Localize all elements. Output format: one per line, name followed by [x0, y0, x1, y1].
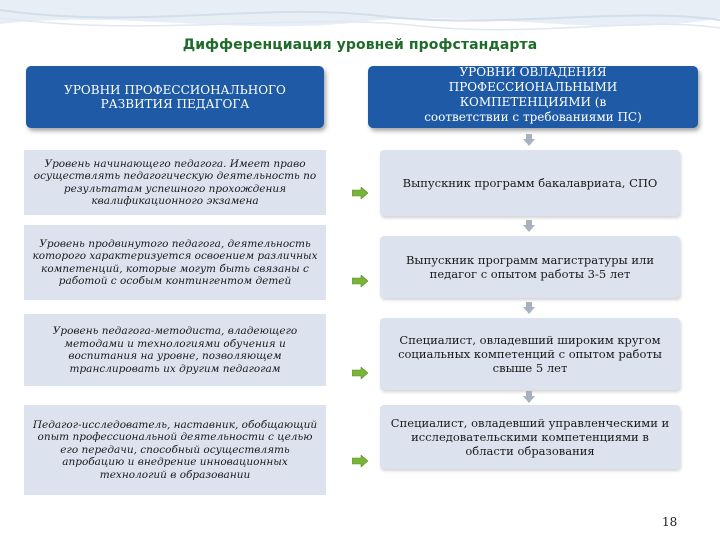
header-left-label: УРОВНИ ПРОФЕССИОНАЛЬНОГО РАЗВИТИЯ ПЕДАГОГА [64, 83, 286, 111]
level-box-researcher [24, 405, 326, 495]
level-text: Уровень начинающего педагога. Имеет право осуществлять педагогическую деятельность по результатам успешного прохождения квалификационного экзамена [33, 157, 317, 207]
level-box-advanced [24, 225, 326, 300]
result-text: Выпускник программ бакалавриата, СПО [402, 176, 658, 190]
level-box-methodist [24, 314, 326, 386]
result-box-bachelor [380, 150, 680, 216]
green-right-arrow-icon [352, 187, 368, 199]
result-text: Выпускник программ магистратуры или педагог с опытом работы 3-5 лет [405, 253, 655, 281]
level-text: Педагог-исследователь, наставник, обобщающий опыт профессиональной деятельности с целью его передачи, способный осуществлять апробацию и внедрение инновационных технологий в образовании [32, 418, 318, 481]
gray-down-arrow-icon [523, 134, 535, 146]
gray-down-arrow-icon [523, 391, 535, 403]
header-competence-mastery-levels [368, 66, 698, 128]
page-title: Дифференциация уровней профстандарта [182, 37, 538, 53]
page-number: 18 [662, 515, 678, 529]
level-text: Уровень продвинутого педагога, деятельность которого характеризуется освоением различных компетенций, которые могут быть связаны с работой с особым контингентом детей [32, 237, 318, 287]
decorative-wave-background [0, 0, 720, 70]
green-right-arrow-icon [352, 367, 368, 379]
header-right-label: УРОВНИ ОВЛАДЕНИЯ ПРОФЕССИОНАЛЬНЫМИ КОМПЕТЕНЦИЯМИ (в соответствии с требованиями ПС) [424, 66, 642, 124]
level-box-beginner [24, 150, 326, 215]
gray-down-arrow-icon [523, 302, 535, 314]
gray-down-arrow-icon [523, 220, 535, 232]
result-box-social-competences [380, 318, 680, 390]
header-professional-development-levels [26, 66, 324, 128]
green-right-arrow-icon [352, 455, 368, 467]
result-text: Специалист, овладевший управленческими и исследовательскими компетенциями в области образования [390, 416, 670, 458]
result-box-management-research [380, 405, 680, 469]
result-text: Специалист, овладевший широким кругом социальных компетенций с опытом работы свыше 5 лет [398, 333, 662, 375]
result-box-master [380, 236, 680, 298]
level-text: Уровень педагога-методиста, владеющего методами и технологиями обучения и воспитания на уровне, позволяющем транслировать их другим педагогам [52, 325, 298, 375]
green-right-arrow-icon [352, 275, 368, 287]
